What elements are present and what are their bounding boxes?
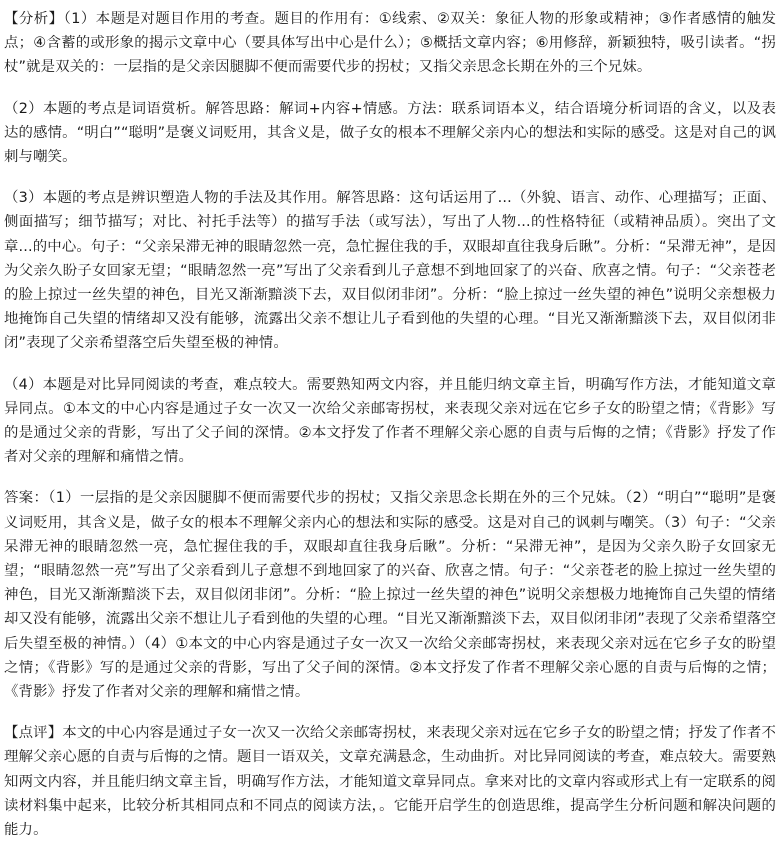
analysis-paragraph-2: （2）本题的考点是词语赏析。解答思路：解词+内容+情感。方法：联系词语本义，结合语境分析词语的含义，以及表达的感情。“明白”“聪明”是褒义词贬用，其含义是，做子女的根本不理解父亲内心的想法和实际的感受。这是对自己的讽刺与嘲笑。	[4, 100, 776, 166]
analysis-paragraph-1: 【分析】（1）本题是对题目作用的考查。题目的作用有：①线索、②双关：象征人物的形象或精神；③作者感情的触发点；④含蓄的或形象的揭示文章中心（要具体写出中心是什么）；⑤概括文章内容；⑥用修辞，新颖独特，吸引读者。“拐杖”就是双关的：一层指的是父亲因腿脚不便而需要代步的拐杖；又指父亲思念长期在外的三个兄妹。	[4, 11, 776, 76]
commentary-paragraph: 【点评】本文的中心内容是通过子女一次又一次给父亲邮寄拐杖，来表现父亲对远在它乡子女的盼望之情；抒发了作者不理解父亲心愿的自责与后悔的之情。题目一语双关，文章充满悬念，生动曲折。对比异同阅读的考查，难点较大。需要熟知两文内容，并且能归纳文章主旨，明确写作方法，才能知道文章异同点。拿来对比的文章内容或形式上有一定联系的阅读材料集中起来，比较分析其相同点和不同点的阅读方法，。它能开启学生的创造思维，提高学生分析问题和解决问题的能力。	[4, 725, 776, 839]
paragraph-gap	[4, 704, 776, 721]
paragraph-gap	[4, 469, 776, 486]
analysis-paragraph-4: （4）本题是对比异同阅读的考查，难点较大。需要熟知两文内容，并且能归纳文章主旨，明确写作方法，才能知道文章异同点。①本文的中心内容是通过子女一次又一次给父亲邮寄拐杖，来表现父亲对远在它乡子女的盼望之情；《背影》写的是通过父亲的背影，写出了父子间的深情。②本文抒发了作者不理解父亲心愿的自责与后悔的之情；《背影》抒发了作者对父亲的理解和痛惜之情。	[4, 376, 777, 466]
paragraph-gap	[4, 80, 776, 97]
paragraph-gap	[4, 169, 776, 186]
answer-paragraph: 答案：（1）一层指的是父亲因腿脚不便而需要代步的拐杖；又指父亲思念长期在外的三个兄妹。（2）“明白”“聪明”是褒义词贬用，其含义是，做子女的根本不理解父亲内心的想法和实际的感受。这是对自己的讽刺与嘲笑。（3）句子：“父亲呆滞无神的眼睛忽然一亮，急忙握住我的手，双眼却直往我身后瞅”。分析：“呆滞无神”，是因为父亲久盼子女回家无望；“眼睛忽然一亮”写出了父亲看到儿子意想不到地回家了的兴奋、欣喜之情。句子：“父亲苍老的脸上掠过一丝失望的神色，目光又渐渐黯淡下去，双目似闭非闭”。分析：“脸上掠过一丝失望的神色”说明父亲想极力地掩饰自己失望的情绪却又没有能够，流露出父亲不想让儿子看到他的失望的心理。“目光又渐渐黯淡下去，双目似闭非闭”表现了父亲希望落空后失望至极的神情。）（4）①本文的中心内容是通过子女一次又一次给父亲邮寄拐杖，来表现父亲对远在它乡子女的盼望之情；《背影》写的是通过父亲的背影，写出了父子间的深情。②本文抒发了作者不理解父亲心愿的自责与后悔的之情；《背影》抒发了作者对父亲的理解和痛惜之情。	[4, 490, 776, 701]
analysis-paragraph-3: （3）本题的考点是辨识塑造人物的手法及其作用。解答思路：这句话运用了...（外貌、语言、动作、心理描写；正面、侧面描写；细节描写；对比、衬托手法等）的描写手法（或写法），写出了人物...的性格特征（或精神品质）。突出了文章...的中心。句子：“父亲呆滞无神的眼睛忽然一亮，急忙握住我的手，双眼却直往我身后瞅”。分析：“呆滞无神”，是因为父亲久盼子女回家无望；“眼睛忽然一亮”写出了父亲看到儿子意想不到地回家了的兴奋、欣喜之情。句子：“父亲苍老的脸上掠过一丝失望的神色，目光又渐渐黯淡下去，双目似闭非闭”。分析：“脸上掠过一丝失望的神色”说明父亲想极力地掩饰自己失望的情绪却又没有能够，流露出父亲不想让儿子看到他的失望的心理。“目光又渐渐黯淡下去，双目似闭非闭”表现了父亲希望落空后失望至极的神情。	[4, 190, 776, 352]
paragraph-gap	[4, 356, 776, 373]
